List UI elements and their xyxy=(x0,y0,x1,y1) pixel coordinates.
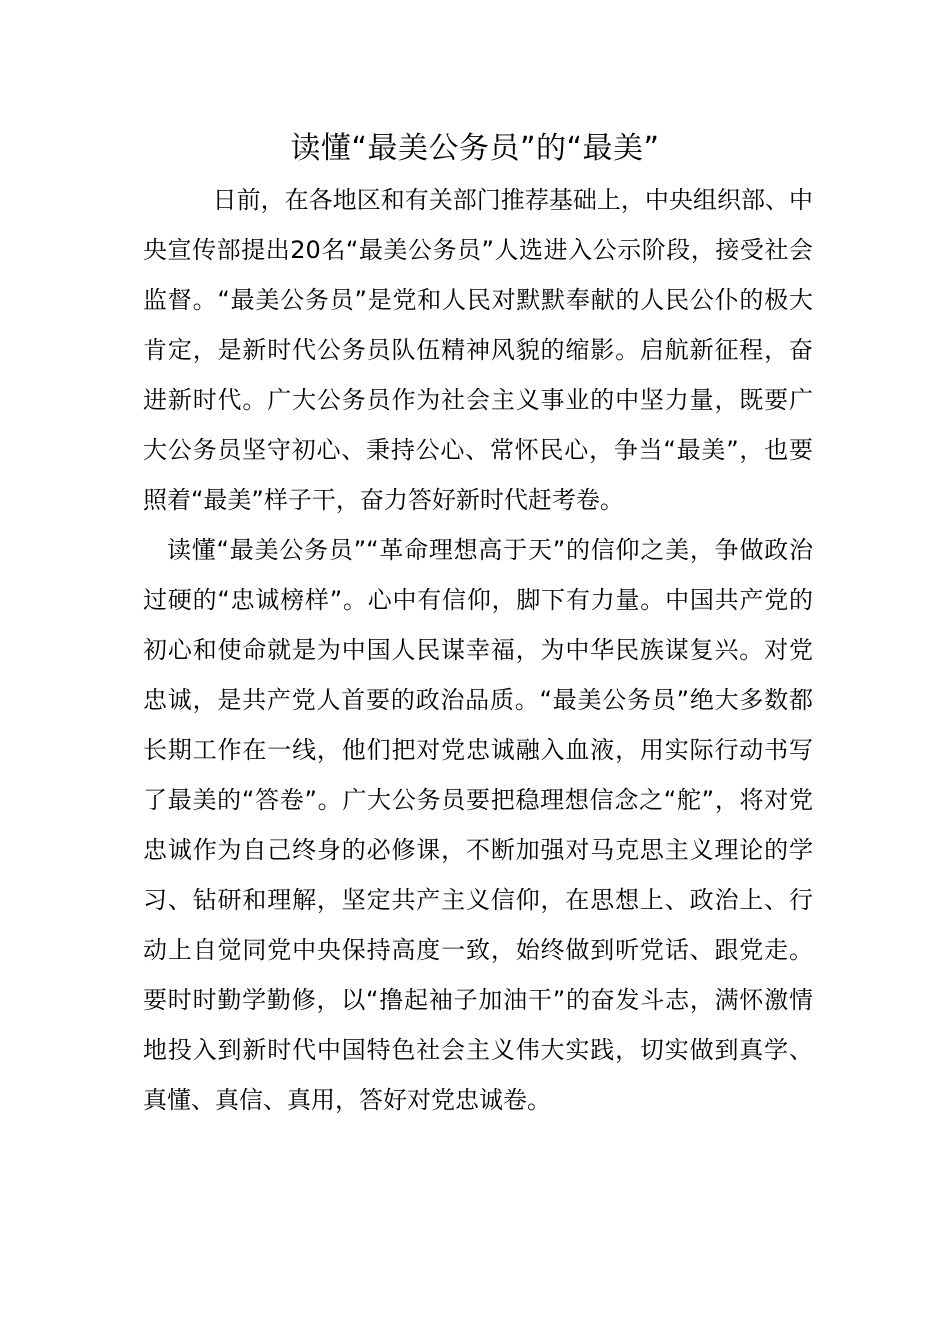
document-title: 读懂“最美公务员”的“最美” xyxy=(290,131,660,166)
document-body xyxy=(143,175,813,1125)
paragraph-intro: 日前，在各地区和有关部门推荐基础上，中央组织部、中央宣传部提出20名“最美公务员”人选进入公示阶段，接受社会监督。“最美公务员”是党和人民对默默奉献的人民公仆的极大肯定，是新时代公务员队伍精神风貌的缩影。启航新征程，奋进新时代。广大公务员作为社会主义事业的中坚力量，既要广大公务员坚守初心、秉持公心、常怀民心，争当“最美”，也要照着“最美”样子干，奋力答好新时代赶考卷。 xyxy=(143,186,813,514)
paragraph-loyalty: 读懂“最美公务员”“革命理想高于天”的信仰之美，争做政治过硬的“忠诚榜样”。心中有信仰，脚下有力量。中国共产党的初心和使命就是为中国人民谋幸福，为中华民族谋复兴。对党忠诚，是共产党人首要的政治品质。“最美公务员”绝大多数都长期工作在一线，他们把对党忠诚融入血液，用实际行动书写了最美的“答卷”。广大公务员要把稳理想信念之“舵”，将对党忠诚作为自己终身的必修课，不断加强对马克思主义理论的学习、钻研和理解，坚定共产主义信仰，在思想上、政治上、行动上自觉同党中央保持高度一致，始终做到听党话、跟党走。要时时勤学勤修，以“撸起袖子加油干”的奋发斗志，满怀激情地投入到新时代中国特色社会主义伟大实践，切实做到真学、真懂、真信、真用，答好对党忠诚卷。 xyxy=(143,536,813,1114)
